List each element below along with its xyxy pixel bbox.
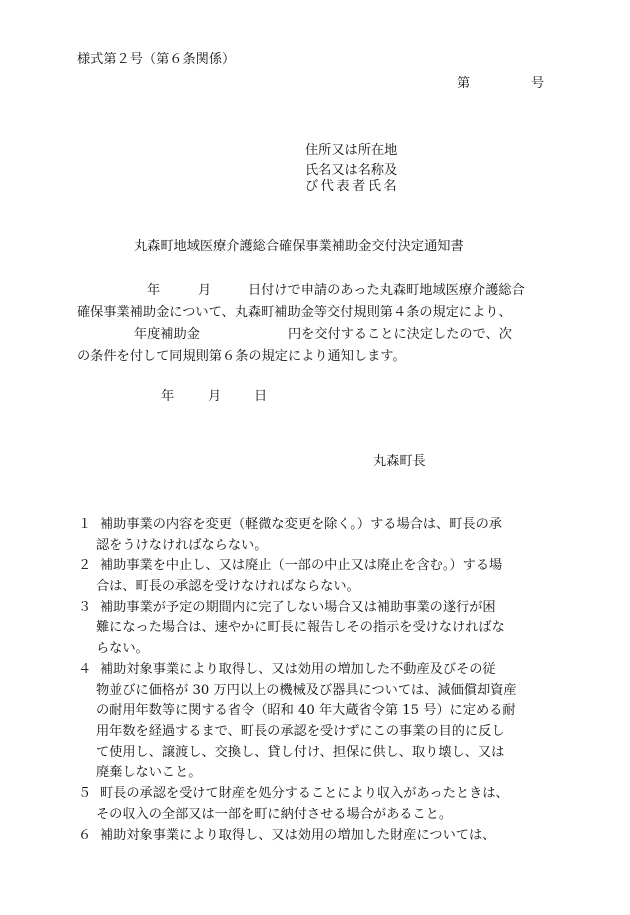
condition-line: 補助事業の内容を変更（軽微な変更を除く。）する場合は、町長の承	[100, 517, 502, 532]
condition-line: 補助事業が予定の期間内に完了しない場合又は補助事業の遂行が困	[100, 599, 496, 615]
condition-line: 認をうけなければならない。	[96, 537, 268, 553]
date-month: 月	[208, 389, 222, 404]
body-line1-text: 日付けで申請のあった丸森町地域医療介護総合	[248, 283, 525, 298]
condition-line: らない。	[96, 641, 149, 657]
date-day: 日	[254, 389, 268, 404]
condition-line: 難になった場合は、速やかに町長に報告しその指示を受けなければな	[96, 620, 505, 636]
issuer-title: 丸森町長	[373, 454, 426, 469]
condition-line: 合は、町長の承認を受けなければならない。	[96, 579, 360, 595]
body-line4: の条件を付して同規則第６条の規定により通知します。	[77, 349, 406, 364]
condition-number: ５	[78, 786, 92, 802]
body-line3-text: 円を交付することに決定したので、次	[288, 327, 512, 342]
condition-line: 補助事業を中止し、又は廃止（一部の中止又は廃止を含む。）する場	[100, 558, 503, 574]
condition-line: の耐用年数等に関する省令（昭和 40 年大蔵省令第 15 号）に定める耐	[96, 703, 516, 719]
condition-line: 補助対象事業により取得し、又は効用の増加した財産については、	[100, 827, 496, 843]
condition-line: て使用し、譲渡し、交換し、貸し付け、担保に供し、取り壊し、又は	[96, 744, 505, 760]
condition-number: ４	[78, 661, 92, 677]
recipient-address-label: 住所又は所在地	[305, 143, 398, 158]
condition-number: １	[78, 517, 92, 532]
condition-line: その収入の全部又は一部を町に納付させる場合があること。	[96, 806, 453, 822]
body-line2: 確保事業補助金について、丸森町補助金等交付規則第４条の規定により、	[77, 305, 512, 320]
form-id: 様式第２号（第６条関係）	[77, 52, 236, 67]
body-month: 月	[198, 283, 212, 298]
ref-no-dai: 第	[457, 76, 471, 91]
condition-number: ６	[78, 827, 92, 843]
condition-line: 補助対象事業により取得し、又は効用の増加した不動産及びその従	[100, 661, 496, 677]
condition-line: 町長の承認を受けて財産を処分することにより収入があったときは、	[100, 786, 509, 802]
body-fiscal-year: 年度補助金	[134, 327, 200, 342]
recipient-name-label-1: 氏名又は名称及	[305, 163, 398, 178]
condition-line: 物並びに価格が 30 万円以上の機械及び器具については、減価償却資産	[96, 682, 517, 698]
condition-line: 用年数を経過するまで、町長の承認を受けずにこの事業の目的に反し	[96, 723, 505, 739]
date-year: 年	[161, 389, 175, 404]
condition-number: ２	[78, 558, 92, 574]
condition-line: 廃棄しないこと。	[96, 765, 202, 781]
document-title: 丸森町地域医療介護総合確保事業補助金交付決定通知書	[134, 239, 464, 254]
ref-no-go: 号	[531, 76, 545, 91]
recipient-name-label-2: び代表者氏名	[305, 179, 400, 194]
condition-number: ３	[78, 599, 92, 615]
body-year: 年	[147, 283, 161, 298]
